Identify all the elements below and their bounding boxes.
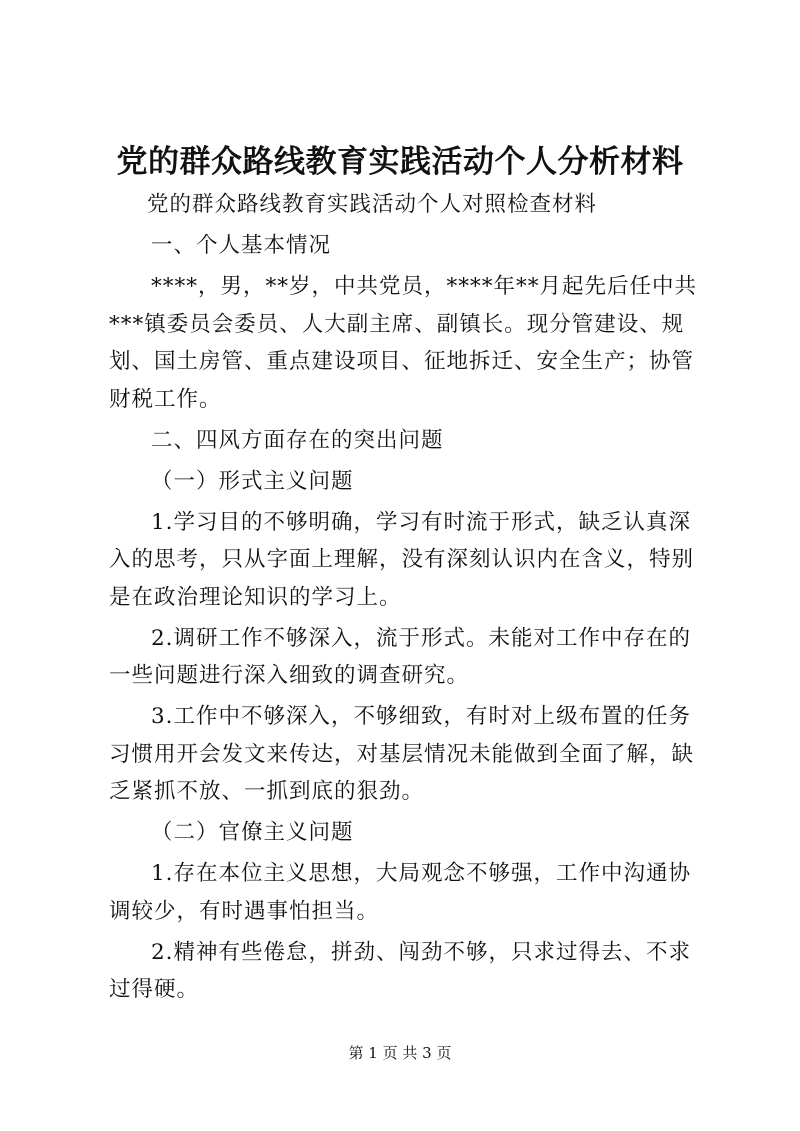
- paragraph-bureaucratism-2: 2.精神有些倦怠，拼劲、闯劲不够，只求过得去、不求过得硬。: [109, 939, 692, 1002]
- page-number-footer: 第 1 页 共 3 页: [348, 1044, 452, 1062]
- section-heading-basic-info: 一、个人基本情况: [151, 233, 332, 258]
- paragraph-formalism-1: 1.学习目的不够明确，学习有时流于形式，缺乏认真深入的思考，只从字面上理解，没有深刻认识内在含义，特别是在政治理论知识的学习上。: [109, 509, 695, 610]
- paragraph-formalism-3: 3.工作中不够深入，不够细致，有时对上级布置的任务习惯用开会发文来传达，对基层情况未能做到全面了解，缺乏紧抓不放、一抓到底的狠劲。: [109, 704, 695, 804]
- section-heading-problems: 二、四风方面存在的突出问题: [151, 427, 444, 453]
- paragraph-bureaucratism-1: 1.存在本位主义思想，大局观念不够强，工作中沟通协调较少，有时遇事怕担当。: [109, 861, 692, 924]
- paragraph-subtitle: 党的群众路线教育实践活动个人对照检查材料: [147, 192, 598, 217]
- paragraph-formalism-2: 2.调研工作不够深入，流于形式。未能对工作中存在的一些问题进行深入细致的调查研究。: [109, 625, 692, 688]
- paragraph-basic-info: ****，男，**岁，中共党员，****年**月起先后任中共***镇委员会委员、人大副主席、副镇长。现分管建设、规划、国土房管、重点建设项目、征地拆迁、安全生产；协管财税工作。: [109, 274, 698, 412]
- subsection-heading-bureaucratism: （二）官僚主义问题: [151, 820, 354, 845]
- subsection-heading-formalism: （一）形式主义问题: [151, 468, 354, 494]
- document-body: [109, 186, 705, 1012]
- document-title: 党的群众路线教育实践活动个人分析材料: [116, 144, 684, 180]
